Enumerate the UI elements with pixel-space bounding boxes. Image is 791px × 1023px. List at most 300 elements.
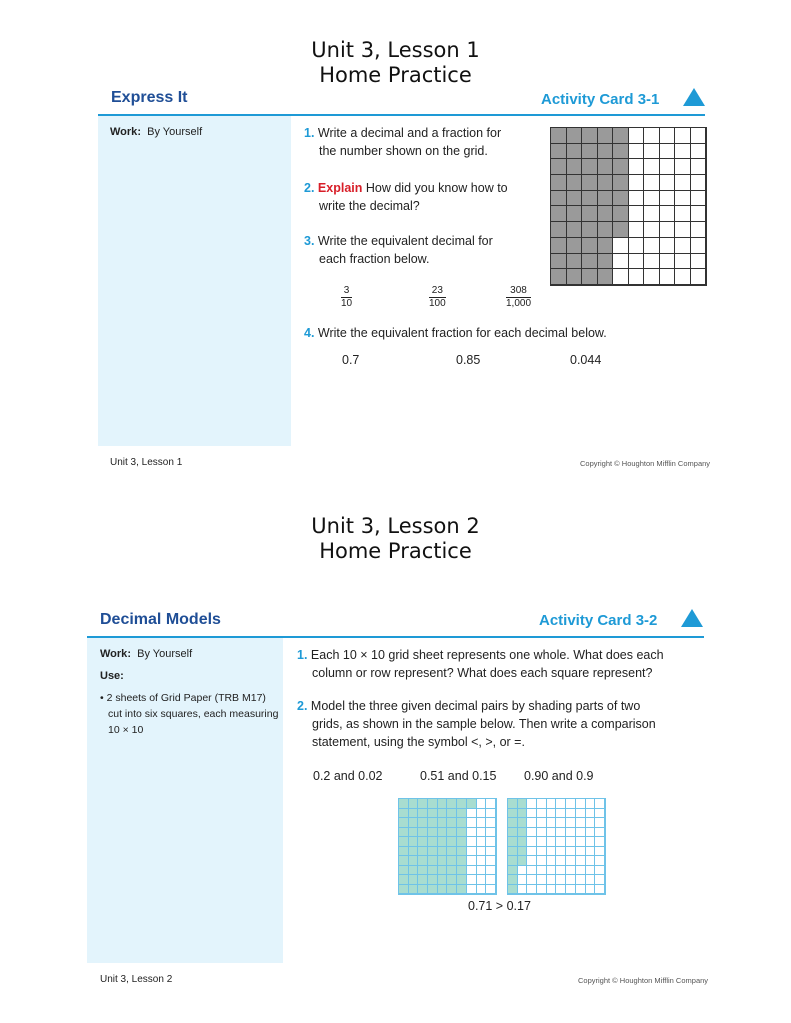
grid-square [457, 885, 467, 895]
grid-square [551, 254, 567, 270]
grid-square [467, 847, 477, 857]
grid-square [691, 269, 707, 285]
grid-square [418, 837, 428, 847]
grid-square [399, 828, 409, 838]
grid-square [675, 159, 691, 175]
grid-square [447, 885, 457, 895]
grid-square [586, 847, 596, 857]
grid-square [691, 144, 707, 160]
grid-square [644, 159, 660, 175]
grid-square [598, 254, 614, 270]
grid-square [598, 128, 614, 144]
grid-square [477, 818, 487, 828]
grid-square [582, 254, 598, 270]
grid-square [576, 856, 586, 866]
grid-square [438, 875, 448, 885]
grid-square [486, 828, 496, 838]
grid-square [486, 809, 496, 819]
grid-square [556, 856, 566, 866]
grid-square [660, 206, 676, 222]
grid-square [644, 254, 660, 270]
grid-square [457, 809, 467, 819]
grid-square [428, 866, 438, 876]
grid-square [691, 206, 707, 222]
grid-square [477, 837, 487, 847]
grid-square [582, 269, 598, 285]
grid-square [527, 856, 537, 866]
grid-square [576, 885, 586, 895]
grid-square [508, 799, 518, 809]
grid-square [447, 875, 457, 885]
grid-square [477, 885, 487, 895]
grid-square [447, 837, 457, 847]
grid-square [576, 847, 586, 857]
grid-square [477, 875, 487, 885]
grid-square [486, 885, 496, 895]
grid-square [566, 875, 576, 885]
grid-square [547, 875, 557, 885]
use-label: Use: [100, 670, 124, 682]
grid-square [567, 144, 583, 160]
grid-square [457, 828, 467, 838]
decimal-pair-1: 0.2 and 0.02 [313, 769, 383, 783]
grid-square [447, 818, 457, 828]
grid-square [566, 885, 576, 895]
grid-square [418, 875, 428, 885]
grid-square [467, 809, 477, 819]
grid-square [595, 837, 605, 847]
grid-square [457, 856, 467, 866]
lesson2-copyright: Copyright © Houghton Mifflin Company [578, 976, 709, 985]
grid-square [518, 885, 528, 895]
grid-square [537, 885, 547, 895]
grid-square [527, 866, 537, 876]
grid-square [566, 828, 576, 838]
grid-square [566, 847, 576, 857]
lesson2-sidebar [87, 638, 283, 963]
grid-square [613, 144, 629, 160]
grid-square [527, 875, 537, 885]
grid-square [418, 866, 428, 876]
grid-square [613, 191, 629, 207]
lesson2-question-1: 1. Each 10 × 10 grid sheet represents one whole. What does each column or row represent? What does each square represent? [297, 648, 664, 680]
grid-square [428, 799, 438, 809]
grid-square [399, 809, 409, 819]
grid-square [457, 837, 467, 847]
grid-square [518, 828, 528, 838]
grid-square [595, 828, 605, 838]
comparison-statement: 0.71 > 0.17 [468, 899, 531, 913]
grid-square [582, 175, 598, 191]
lesson2-card-title: Decimal Models [100, 611, 221, 628]
grid-square [477, 866, 487, 876]
grid-square [447, 847, 457, 857]
sample-grid-left [398, 798, 497, 895]
grid-square [582, 238, 598, 254]
grid-square [556, 837, 566, 847]
grid-square [486, 799, 496, 809]
grid-square [691, 159, 707, 175]
grid-square [418, 856, 428, 866]
grid-square [409, 809, 419, 819]
grid-square [644, 222, 660, 238]
grid-square [644, 269, 660, 285]
lesson2-question-2: 2. Model the three given decimal pairs by shading parts of two grids, as shown in the sample below. Then write a comparison statement, using the symbol <, >, or =. [297, 699, 656, 749]
lesson1-decimal-grid [550, 127, 707, 286]
grid-square [399, 799, 409, 809]
grid-square [477, 799, 487, 809]
grid-square [582, 144, 598, 160]
grid-square [566, 837, 576, 847]
grid-square [576, 799, 586, 809]
grid-square [486, 875, 496, 885]
grid-square [457, 799, 467, 809]
grid-square [547, 809, 557, 819]
grid-square [508, 847, 518, 857]
work-value: By Yourself [147, 126, 203, 138]
grid-square [567, 238, 583, 254]
grid-square [586, 837, 596, 847]
grid-square [486, 856, 496, 866]
grid-square [399, 847, 409, 857]
grid-square [537, 866, 547, 876]
grid-square [551, 222, 567, 238]
grid-square [438, 818, 448, 828]
grid-square [567, 254, 583, 270]
grid-square [399, 866, 409, 876]
grid-square [527, 837, 537, 847]
work-label: Work [110, 126, 138, 138]
grid-square [409, 847, 419, 857]
lesson1-card-title: Express It [111, 89, 188, 106]
grid-square [486, 866, 496, 876]
grid-square [477, 847, 487, 857]
grid-square [399, 818, 409, 828]
grid-square [467, 818, 477, 828]
grid-square [467, 856, 477, 866]
grid-square [675, 191, 691, 207]
grid-square [547, 828, 557, 838]
grid-square [508, 809, 518, 819]
grid-square [613, 254, 629, 270]
lesson1-activity-card-label: Activity Card 3-1 [541, 91, 660, 108]
grid-square [675, 144, 691, 160]
grid-square [691, 128, 707, 144]
grid-square [467, 837, 477, 847]
lesson1-sidebar [98, 116, 291, 446]
grid-square [438, 809, 448, 819]
grid-square [399, 885, 409, 895]
grid-square [595, 885, 605, 895]
grid-square [447, 866, 457, 876]
grid-square [644, 191, 660, 207]
grid-square [660, 159, 676, 175]
lesson1-question-4: 4. Write the equivalent fraction for each decimal below. [304, 326, 607, 340]
decimal-1: 0.7 [342, 353, 360, 367]
grid-square [576, 875, 586, 885]
grid-square [518, 799, 528, 809]
grid-square [438, 885, 448, 895]
grid-square [567, 128, 583, 144]
grid-square [527, 885, 537, 895]
grid-square [428, 856, 438, 866]
lesson2-heading-line1: Unit 3, Lesson 2 [311, 514, 480, 538]
grid-square [598, 144, 614, 160]
grid-square [566, 799, 576, 809]
grid-square [518, 866, 528, 876]
grid-square [595, 866, 605, 876]
grid-square [551, 238, 567, 254]
grid-square [595, 875, 605, 885]
grid-square [675, 128, 691, 144]
grid-square [537, 837, 547, 847]
grid-square [644, 175, 660, 191]
grid-square [527, 847, 537, 857]
grid-square [586, 809, 596, 819]
grid-square [537, 809, 547, 819]
grid-square [660, 191, 676, 207]
grid-square [691, 238, 707, 254]
grid-square [582, 159, 598, 175]
grid-square [551, 206, 567, 222]
grid-square [613, 159, 629, 175]
grid-square [556, 847, 566, 857]
grid-square [613, 175, 629, 191]
grid-square [595, 847, 605, 857]
grid-square [486, 847, 496, 857]
grid-square [418, 828, 428, 838]
grid-square [457, 818, 467, 828]
grid-square [527, 799, 537, 809]
grid-square [527, 818, 537, 828]
grid-square [598, 238, 614, 254]
triangle-icon [683, 88, 705, 106]
grid-square [556, 809, 566, 819]
grid-square [477, 856, 487, 866]
grid-square [547, 866, 557, 876]
grid-square [508, 828, 518, 838]
grid-square [576, 837, 586, 847]
grid-square [556, 885, 566, 895]
grid-square [586, 866, 596, 876]
grid-square [644, 238, 660, 254]
lesson2-heading-line2: Home Practice [319, 539, 472, 563]
grid-square [613, 269, 629, 285]
grid-square [576, 828, 586, 838]
grid-square [586, 875, 596, 885]
explain-label: Explain [317, 181, 363, 195]
lesson1-heading-line2: Home Practice [319, 63, 472, 87]
grid-square [660, 144, 676, 160]
grid-square [467, 866, 477, 876]
grid-square [537, 875, 547, 885]
grid-square [418, 799, 428, 809]
grid-square [428, 818, 438, 828]
grid-square [457, 866, 467, 876]
grid-square [467, 799, 477, 809]
grid-square [428, 847, 438, 857]
grid-square [582, 206, 598, 222]
grid-square [551, 159, 567, 175]
grid-square [613, 128, 629, 144]
grid-square [613, 238, 629, 254]
grid-square [438, 866, 448, 876]
grid-square [457, 847, 467, 857]
grid-square [551, 175, 567, 191]
grid-square [438, 837, 448, 847]
lesson1-copyright: Copyright © Houghton Mifflin Company [580, 459, 711, 468]
grid-square [629, 175, 645, 191]
grid-square [518, 818, 528, 828]
grid-square [518, 875, 528, 885]
grid-square [629, 269, 645, 285]
grid-square [629, 144, 645, 160]
grid-square [595, 818, 605, 828]
grid-square [518, 856, 528, 866]
grid-square [547, 837, 557, 847]
materials-item: • 2 sheets of Grid Paper (TRB M17) cut into six squares, each measuring 10 × 10 [100, 692, 279, 736]
grid-square [547, 799, 557, 809]
grid-square [428, 875, 438, 885]
lesson2-work-line: Work: By Yourself [100, 648, 193, 660]
grid-square [691, 222, 707, 238]
grid-square [438, 828, 448, 838]
grid-square [508, 885, 518, 895]
grid-square [660, 254, 676, 270]
grid-square [629, 128, 645, 144]
decimal-pair-2: 0.51 and 0.15 [420, 769, 497, 783]
grid-square [518, 809, 528, 819]
work-value: By Yourself [137, 648, 193, 660]
grid-square [586, 856, 596, 866]
lesson1-work-line: Work: By Yourself [110, 126, 203, 138]
grid-square [566, 818, 576, 828]
grid-square [537, 856, 547, 866]
grid-square [547, 856, 557, 866]
grid-square [438, 856, 448, 866]
grid-square [547, 818, 557, 828]
grid-square [409, 875, 419, 885]
grid-square [660, 238, 676, 254]
grid-square [675, 206, 691, 222]
grid-square [586, 885, 596, 895]
grid-square [598, 222, 614, 238]
grid-square [537, 799, 547, 809]
grid-square [418, 809, 428, 819]
grid-square [566, 809, 576, 819]
grid-square [447, 809, 457, 819]
grid-square [675, 238, 691, 254]
grid-square [447, 799, 457, 809]
grid-square [675, 175, 691, 191]
grid-square [576, 866, 586, 876]
grid-square [486, 837, 496, 847]
grid-square [438, 847, 448, 857]
grid-square [613, 206, 629, 222]
grid-square [409, 818, 419, 828]
grid-square [595, 809, 605, 819]
lesson1-question-2: 2. Explain How did you know how to write the decimal? [304, 181, 508, 213]
grid-square [457, 875, 467, 885]
grid-square [660, 222, 676, 238]
fraction-2: $\frac{23}{100}$ [429, 285, 446, 309]
grid-square [582, 128, 598, 144]
grid-square [567, 175, 583, 191]
lesson2-footer-left: Unit 3, Lesson 2 [100, 974, 173, 985]
grid-square [566, 856, 576, 866]
grid-square [508, 866, 518, 876]
decimal-pair-3: 0.90 and 0.9 [524, 769, 594, 783]
grid-square [418, 847, 428, 857]
decimal-2: 0.85 [456, 353, 481, 367]
lesson1-heading-line1: Unit 3, Lesson 1 [311, 38, 480, 62]
grid-square [567, 206, 583, 222]
grid-square [428, 885, 438, 895]
grid-square [508, 818, 518, 828]
grid-square [567, 269, 583, 285]
grid-square [537, 818, 547, 828]
grid-square [586, 818, 596, 828]
grid-square [527, 828, 537, 838]
grid-square [418, 818, 428, 828]
grid-square [551, 144, 567, 160]
grid-square [447, 856, 457, 866]
grid-square [629, 191, 645, 207]
grid-square [486, 818, 496, 828]
grid-square [598, 191, 614, 207]
fraction-3: $\frac{308}{1,000}$ [506, 285, 532, 309]
grid-square [567, 222, 583, 238]
grid-square [409, 856, 419, 866]
grid-square [660, 269, 676, 285]
lesson1-question-1: 1. Write a decimal and a fraction for the number shown on the grid. [304, 126, 502, 158]
grid-square [428, 809, 438, 819]
grid-square [428, 828, 438, 838]
grid-square [518, 837, 528, 847]
grid-square [428, 837, 438, 847]
grid-square [644, 144, 660, 160]
grid-square [629, 222, 645, 238]
grid-square [576, 818, 586, 828]
grid-square [508, 875, 518, 885]
grid-square [567, 191, 583, 207]
grid-square [399, 856, 409, 866]
lesson1-question-3: 3. Write the equivalent decimal for each fraction below. [304, 234, 493, 266]
grid-square [551, 269, 567, 285]
grid-square [675, 222, 691, 238]
grid-square [595, 856, 605, 866]
grid-square [675, 254, 691, 270]
grid-square [551, 128, 567, 144]
grid-square [518, 847, 528, 857]
grid-square [537, 847, 547, 857]
grid-square [399, 837, 409, 847]
grid-square [447, 828, 457, 838]
grid-square [598, 159, 614, 175]
grid-square [644, 206, 660, 222]
lesson1-footer-left: Unit 3, Lesson 1 [110, 457, 183, 468]
grid-square [438, 799, 448, 809]
fraction-1: $\frac{3}{10}$ [341, 285, 353, 309]
grid-square [409, 885, 419, 895]
grid-square [629, 206, 645, 222]
grid-square [409, 799, 419, 809]
grid-square [613, 222, 629, 238]
grid-square [675, 269, 691, 285]
grid-square [556, 828, 566, 838]
grid-square [418, 885, 428, 895]
grid-square [660, 128, 676, 144]
